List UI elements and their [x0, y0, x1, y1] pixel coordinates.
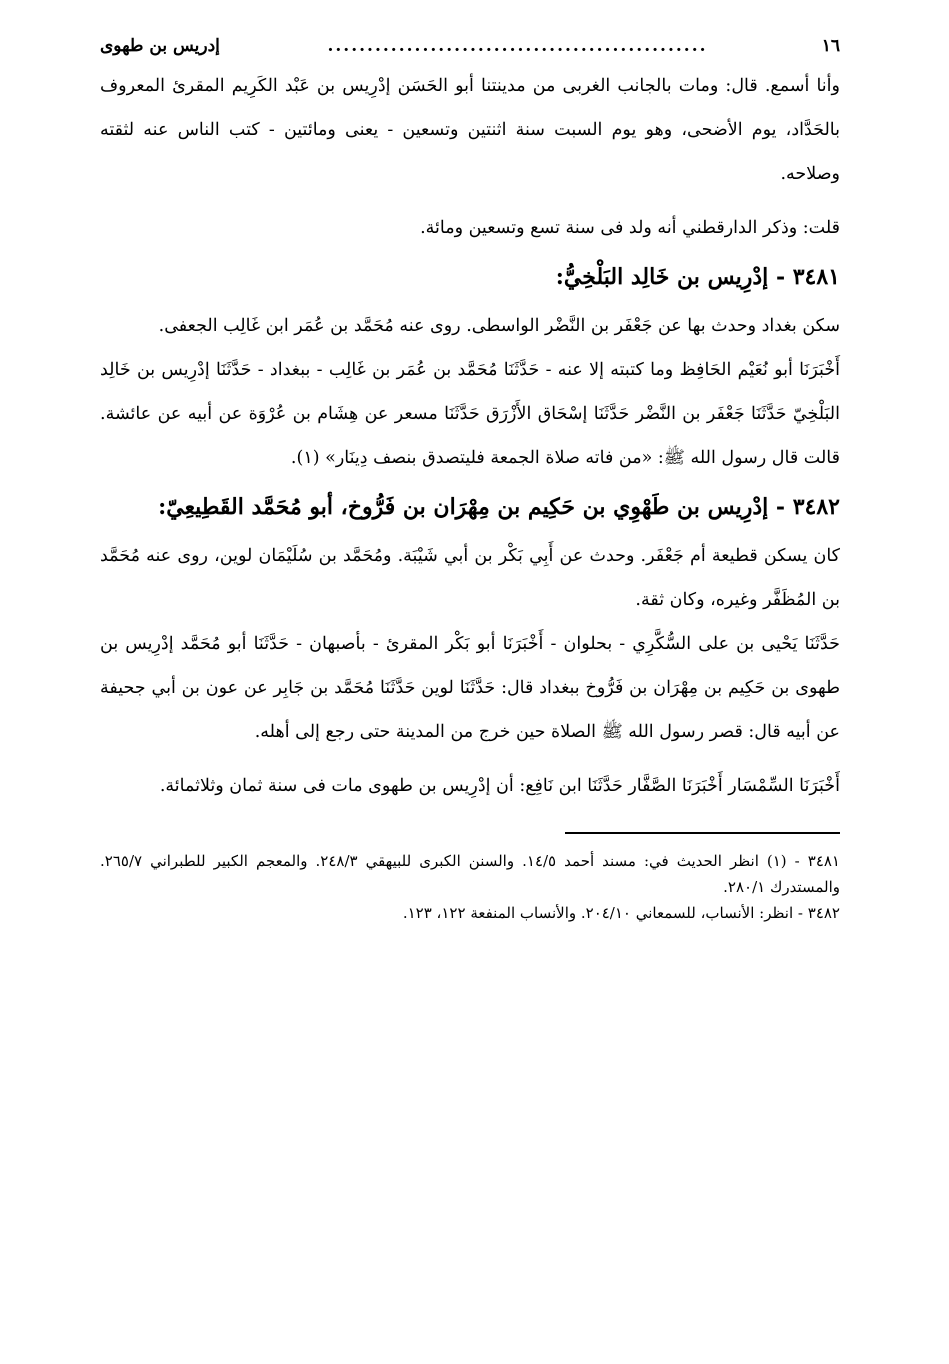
paragraph-bio-3482: كان يسكن قطيعة أم جَعْفَر. وحدث عن أَبِي بَكْر بن أبي شَيْبَة. ومُحَمَّد بن سُلَيْمَان لوين، روى عنه مُحَمَّد بن المُظَفَّر وغيره، وكان ثقة.: [100, 546, 840, 610]
header-leader-dots: ................................................: [327, 36, 708, 56]
footnote-3482: ٣٤٨٢ - انظر: الأنساب، للسمعاني ٢٠٤/١٠. والأنساب المنفعة ١٢٢، ١٢٣.: [402, 904, 840, 922]
footnote-3481: ٣٤٨١ - (١) انظر الحديث في: مسند أحمد ١٤/٥. والسنن الكبرى للبيهقي ٢٤٨/٣. والمعجم الكبير للطبراني ٢٦٥/٧. والمستدرك ٢٨٠/١.: [100, 852, 840, 896]
page-number: ١٦: [821, 36, 840, 56]
paragraph-continuation: وأنا أسمع. قال: ومات بالجانب الغربى من مدينتنا أبو الحَسَن إدْرِيس بن عَبْد الكَرِيم المقرئ المعروف بالحَدَّاد، يوم الأضحى، وهو يوم السبت سنة اثنتين وتسعين - يعنى ومائتين - كتب الناس عنه لثقته وصلاحه.: [100, 76, 840, 184]
paragraph-hadith-3482: حَدَّثَنَا يَحْيى بن على السُّكَّرِي - بحلوان - أَخْبَرَنَا أبو بَكْر المقرئ - بأصبهان - حَدَّثَنَا أبو مُحَمَّد إدْرِيس بن طهوى بن حَكِيم بن مِهْرَان بن فَرُّوخ ببغداد قال: حَدَّثَنَا لوين حَدَّثَنَا مُحَمَّد بن جَابِر عن عون بن أبي جحيفة عن أبيه قال: قصر رسول الله ﷺ الصلاة حين خرج من المدينة حتى رجع إلى أهله.: [100, 634, 840, 742]
entry-heading-3482: ٣٤٨٢ - إدْرِيس بن طَهْوِي بن حَكِيم بن مِهْرَان بن فَرُّوخ، أبو مُحَمَّد القَطِيعِيّ:: [158, 494, 840, 520]
book-page: [100, 30, 840, 926]
page-header: [100, 30, 840, 64]
paragraph-bio-3481: سكن بغداد وحدث بها عن جَعْفَر بن النَّضْر الواسطى. روى عنه مُحَمَّد بن عُمَر ابن غَالِب الجعفى.: [158, 316, 840, 336]
paragraph-hadith-3481: أَخْبَرَنَا أبو نُعَيْم الحَافِظ وما كتبته إلا عنه - حَدَّثَنَا مُحَمَّد بن عُمَر بن غَالِب - ببغداد - حَدَّثَنَا إدْرِيس بن خَالِد البَلْخِيّ حَدَّثَنَا جَعْفَر بن النَّضْر حَدَّثَنَا إسْحَاق الأَزْرَق حَدَّثَنَا مسعر عن هِشَام بن عُرْوَة عن أبيه عن عائشة. قالت قال رسول الله ﷺ: «من فاته صلاة الجمعة فليتصدق بنصف دِينَار» (١).: [100, 360, 840, 468]
paragraph-death-3482: أَخْبَرَنَا السِّمْسَار أَخْبَرَنَا الصَّفَّار حَدَّثَنَا ابن نَافِع: أن إدْرِيس بن طهوى مات فى سنة ثمان وثلاثمائة.: [159, 776, 840, 796]
paragraph-note: قلت: وذكر الدارقطني أنه ولد فى سنة تسع وتسعين ومائة.: [420, 218, 840, 238]
entry-heading-3481: ٣٤٨١ - إدْرِيس بن خَالِد البَلْخِيُّ:: [555, 264, 840, 290]
footnote-divider: [565, 832, 840, 834]
running-title: إدريس بن طهوى: [100, 36, 220, 56]
